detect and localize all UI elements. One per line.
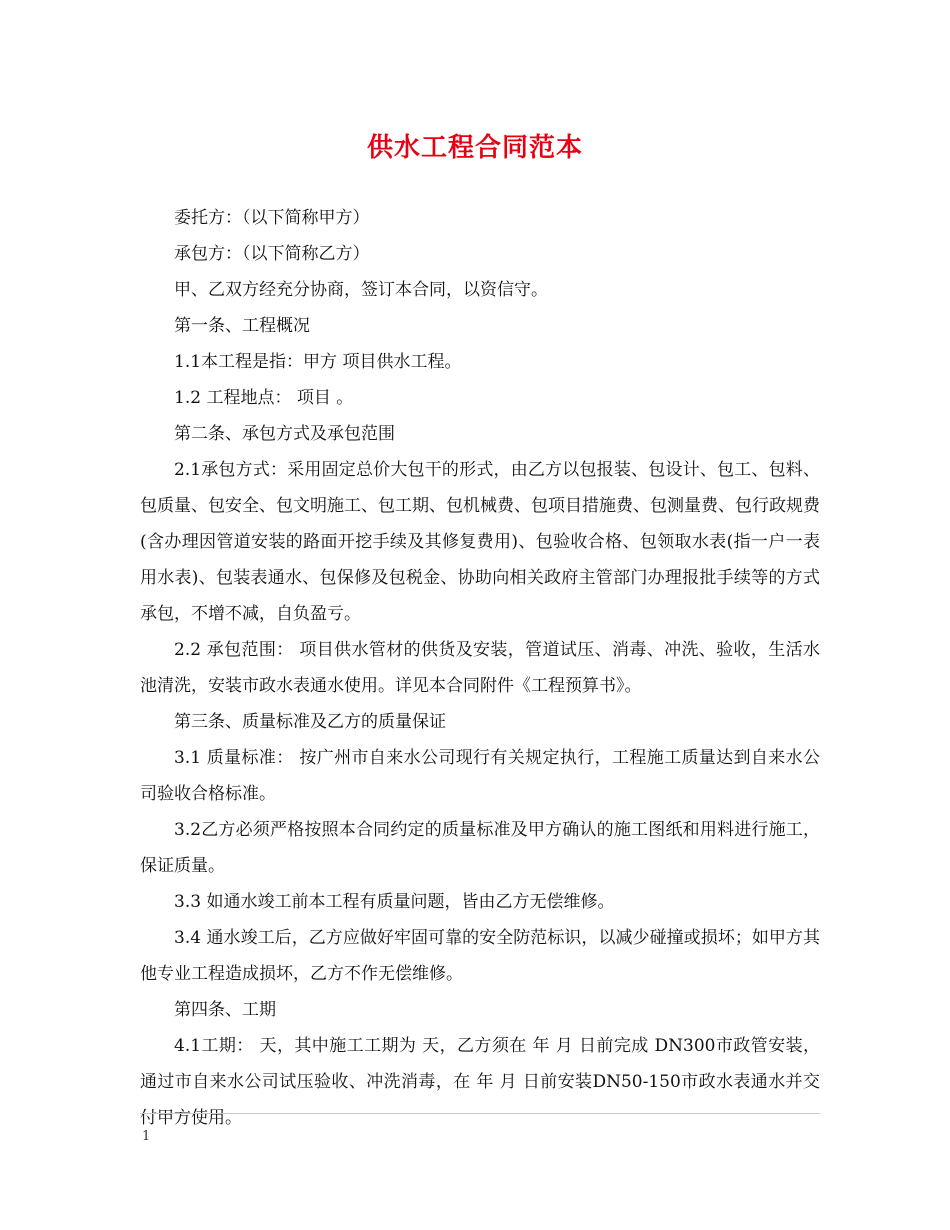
paragraph: 1.2 工程地点： 项目 。 bbox=[174, 388, 354, 408]
section-heading: 第三条、质量标准及乙方的质量保证 bbox=[174, 712, 446, 732]
footer-divider bbox=[140, 1113, 820, 1114]
paragraph: 委托方：（以下简称甲方） bbox=[174, 208, 370, 228]
paragraph: 3.3 如通水竣工前本工程有质量问题，皆由乙方无偿维修。 bbox=[174, 892, 615, 912]
paragraph: 3.2乙方必须严格按照本合同约定的质量标准及甲方确认的施工图纸和用料进行施工，保证质量。 bbox=[140, 820, 820, 876]
document-body bbox=[140, 200, 820, 1136]
paragraph: 1.1本工程是指：甲方 项目供水工程。 bbox=[174, 352, 462, 372]
paragraph: 3.1 质量标准： 按广州市自来水公司现行有关规定执行，工程施工质量达到自来水公司验收合格标准。 bbox=[140, 748, 820, 804]
document-title: 供水工程合同范本 bbox=[366, 133, 583, 163]
paragraph: 2.1承包方式：采用固定总价大包干的形式，由乙方以包报装、包设计、包工、包料、包质量、包安全、包文明施工、包工期、包机械费、包项目措施费、包测量费、包行政规费(含办理因管道安装的路面开挖手续及其修复费用)、包验收合格、包领取水表(指一户一表用水表)、包装表通水、包保修及包税金、协助向相关政府主管部门办理报批手续等的方式承包，不增不减，自负盈亏。 bbox=[140, 460, 820, 624]
paragraph: 4.1工期： 天，其中施工工期为 天，乙方须在 年 月 日前完成 DN300市政管安装，通过市自来水公司试压验收、冲洗消毒，在 年 月 日前安装DN50-150市政水表通水并交付甲方使用。 bbox=[140, 1036, 820, 1128]
page-number: 1 bbox=[142, 1129, 151, 1144]
section-heading: 第二条、承包方式及承包范围 bbox=[174, 424, 395, 444]
paragraph: 3.4 通水竣工后，乙方应做好牢固可靠的安全防范标识，以减少碰撞或损坏；如甲方其他专业工程造成损坏，乙方不作无偿维修。 bbox=[140, 928, 820, 984]
section-heading: 第四条、工期 bbox=[174, 1000, 276, 1020]
paragraph: 承包方：（以下简称乙方） bbox=[174, 244, 370, 264]
paragraph: 2.2 承包范围： 项目供水管材的供货及安装，管道试压、消毒、冲洗、验收，生活水池清洗，安装市政水表通水使用。详见本合同附件《工程预算书》。 bbox=[140, 640, 820, 696]
paragraph: 甲、乙双方经充分协商，签订本合同，以资信守。 bbox=[174, 280, 548, 300]
section-heading: 第一条、工程概况 bbox=[174, 316, 310, 336]
